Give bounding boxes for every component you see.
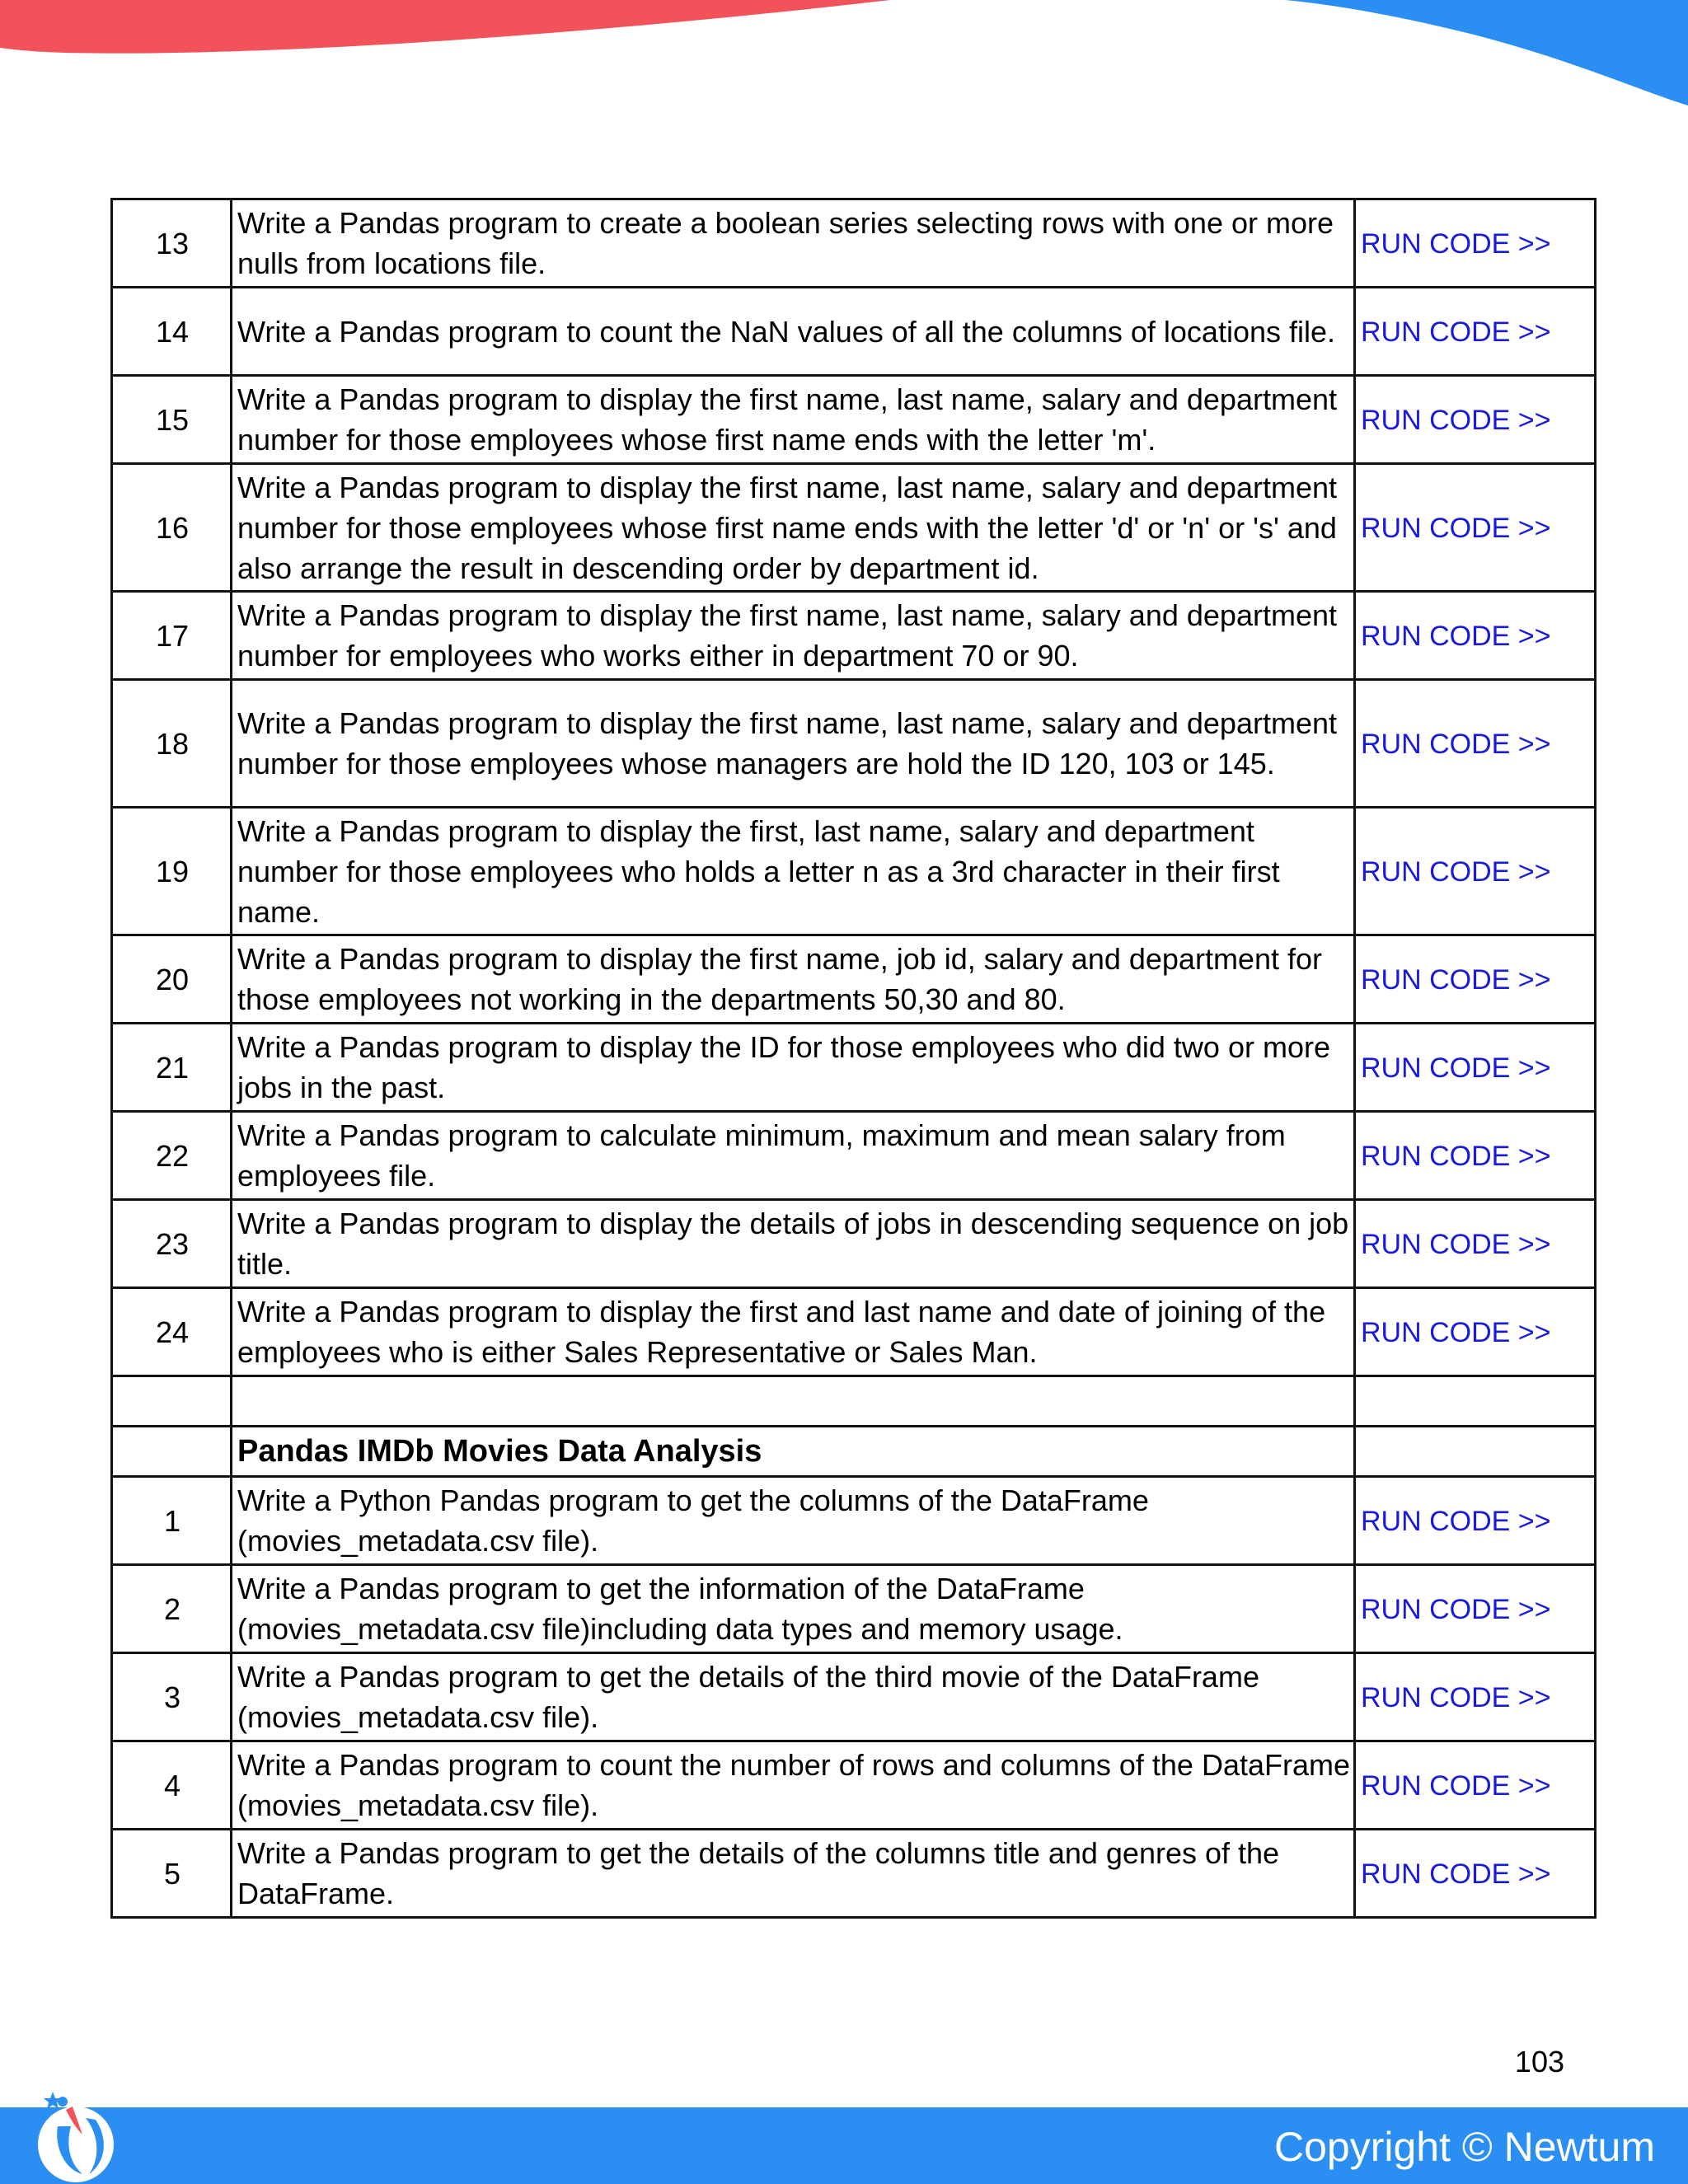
table-row [112, 288, 1596, 376]
row-description: Write a Pandas program to display the first name, last name, salary and department number for those employees whose managers are hold the ID 120, 103 or 145. [232, 680, 1355, 808]
table-row [112, 1830, 1596, 1918]
top-wave-blue [1286, 0, 1688, 105]
run-code-cell [1355, 808, 1596, 935]
run-code-link[interactable]: RUN CODE >> [1361, 316, 1551, 348]
table-row [112, 592, 1596, 680]
run-code-cell [1355, 1653, 1596, 1741]
copyright-text: Copyright © Newtum [1274, 2124, 1655, 2170]
table-row [112, 199, 1596, 288]
row-number: 20 [112, 935, 232, 1024]
table-row [112, 1565, 1596, 1653]
row-description: Write a Pandas program to display the first name, last name, salary and department number for employees who works either in department 70 or 90. [232, 592, 1355, 680]
row-description: Write a Python Pandas program to get the columns of the DataFrame (movies_metadata.csv file). [232, 1477, 1355, 1565]
table-row [112, 680, 1596, 808]
table-row [112, 1477, 1596, 1565]
run-code-cell [1355, 376, 1596, 464]
run-code-cell [1355, 592, 1596, 680]
table-row [112, 1741, 1596, 1830]
run-code-cell [1355, 1288, 1596, 1376]
run-code-link[interactable]: RUN CODE >> [1361, 728, 1551, 760]
run-code-link[interactable]: RUN CODE >> [1361, 620, 1551, 652]
run-code-link[interactable]: RUN CODE >> [1361, 1681, 1551, 1713]
run-code-link[interactable]: RUN CODE >> [1361, 404, 1551, 436]
row-number: 13 [112, 199, 232, 288]
table-row [112, 935, 1596, 1024]
row-description: Write a Pandas program to display the first, last name, salary and department number for those employees who holds a letter n as a 3rd character in their first name. [232, 808, 1355, 935]
run-code-cell [1355, 1565, 1596, 1653]
top-wave-decoration [0, 0, 1688, 107]
row-description: Write a Pandas program to calculate minimum, maximum and mean salary from employees file. [232, 1112, 1355, 1200]
run-code-link[interactable]: RUN CODE >> [1361, 1316, 1551, 1348]
row-number: 4 [112, 1741, 232, 1830]
run-code-link[interactable]: RUN CODE >> [1361, 1052, 1551, 1084]
section-title-cell [232, 1427, 1355, 1477]
table-row [112, 1024, 1596, 1112]
row-description: Write a Pandas program to display the first name, last name, salary and department number for those employees whose first name ends with the letter 'm'. [232, 376, 1355, 464]
row-description: Write a Pandas program to get the details of the third movie of the DataFrame (movies_metadata.csv file). [232, 1653, 1355, 1741]
run-code-link[interactable]: RUN CODE >> [1361, 1858, 1551, 1890]
top-wave-red [0, 0, 890, 54]
empty-cell [1355, 1427, 1596, 1477]
run-code-link[interactable]: RUN CODE >> [1361, 855, 1551, 888]
row-description: Write a Pandas program to get the information of the DataFrame (movies_metadata.csv file)including data types and memory usage. [232, 1565, 1355, 1653]
row-number: 19 [112, 808, 232, 935]
run-code-cell [1355, 1024, 1596, 1112]
row-number: 18 [112, 680, 232, 808]
run-code-link[interactable]: RUN CODE >> [1361, 1593, 1551, 1625]
row-description: Write a Pandas program to display the first name, last name, salary and department number for those employees whose first name ends with the letter 'd' or 'n' or 's' and also arrange the result in descending order by department id. [232, 464, 1355, 592]
row-description: Write a Pandas program to count the number of rows and columns of the DataFrame (movies_metadata.csv file). [232, 1741, 1355, 1830]
table-row [112, 376, 1596, 464]
run-code-cell [1355, 288, 1596, 376]
row-description: Write a Pandas program to display the details of jobs in descending sequence on job title. [232, 1200, 1355, 1288]
row-number: 15 [112, 376, 232, 464]
row-description: Write a Pandas program to create a boolean series selecting rows with one or more nulls from locations file. [232, 199, 1355, 288]
row-description: Write a Pandas program to get the details of the columns title and genres of the DataFrame. [232, 1830, 1355, 1918]
run-code-cell [1355, 680, 1596, 808]
run-code-cell [1355, 464, 1596, 592]
page-number: 103 [1514, 2045, 1564, 2079]
row-number: 3 [112, 1653, 232, 1741]
run-code-cell [1355, 935, 1596, 1024]
row-number: 17 [112, 592, 232, 680]
row-number: 23 [112, 1200, 232, 1288]
run-code-link[interactable]: RUN CODE >> [1361, 512, 1551, 544]
run-code-cell [1355, 1830, 1596, 1918]
row-description: Write a Pandas program to count the NaN values of all the columns of locations file. [232, 288, 1355, 376]
row-number: 14 [112, 288, 232, 376]
run-code-cell [1355, 1200, 1596, 1288]
row-description: Write a Pandas program to display the first name, job id, salary and department for those employees not working in the departments 50,30 and 80. [232, 935, 1355, 1024]
run-code-link[interactable]: RUN CODE >> [1361, 1505, 1551, 1537]
table-row [112, 1200, 1596, 1288]
row-description: Write a Pandas program to display the first and last name and date of joining of the employees who is either Sales Representative or Sales Man. [232, 1288, 1355, 1376]
run-code-link[interactable]: RUN CODE >> [1361, 1140, 1551, 1172]
run-code-cell [1355, 1112, 1596, 1200]
table-row [112, 1653, 1596, 1741]
run-code-link[interactable]: RUN CODE >> [1361, 963, 1551, 996]
section-title: Pandas IMDb Movies Data Analysis [237, 1434, 762, 1469]
row-description: Write a Pandas program to display the ID for those employees who did two or more jobs in the past. [232, 1024, 1355, 1112]
table-row [112, 1112, 1596, 1200]
row-number: 24 [112, 1288, 232, 1376]
run-code-cell [1355, 199, 1596, 288]
section-header-row [112, 1427, 1596, 1477]
row-number: 1 [112, 1477, 232, 1565]
row-number: 5 [112, 1830, 232, 1918]
row-number: 22 [112, 1112, 232, 1200]
table-row [112, 1288, 1596, 1376]
newtum-logo-icon [25, 2077, 124, 2184]
empty-cell [1355, 1376, 1596, 1427]
exercise-table [110, 198, 1597, 1919]
empty-cell [112, 1427, 232, 1477]
table-row [112, 464, 1596, 592]
empty-row [112, 1376, 1596, 1427]
empty-cell [112, 1376, 232, 1427]
row-number: 21 [112, 1024, 232, 1112]
run-code-link[interactable]: RUN CODE >> [1361, 1769, 1551, 1802]
run-code-cell [1355, 1477, 1596, 1565]
table-row [112, 808, 1596, 935]
empty-cell [232, 1376, 1355, 1427]
run-code-link[interactable]: RUN CODE >> [1361, 1228, 1551, 1260]
run-code-cell [1355, 1741, 1596, 1830]
run-code-link[interactable]: RUN CODE >> [1361, 227, 1551, 260]
row-number: 2 [112, 1565, 232, 1653]
row-number: 16 [112, 464, 232, 592]
